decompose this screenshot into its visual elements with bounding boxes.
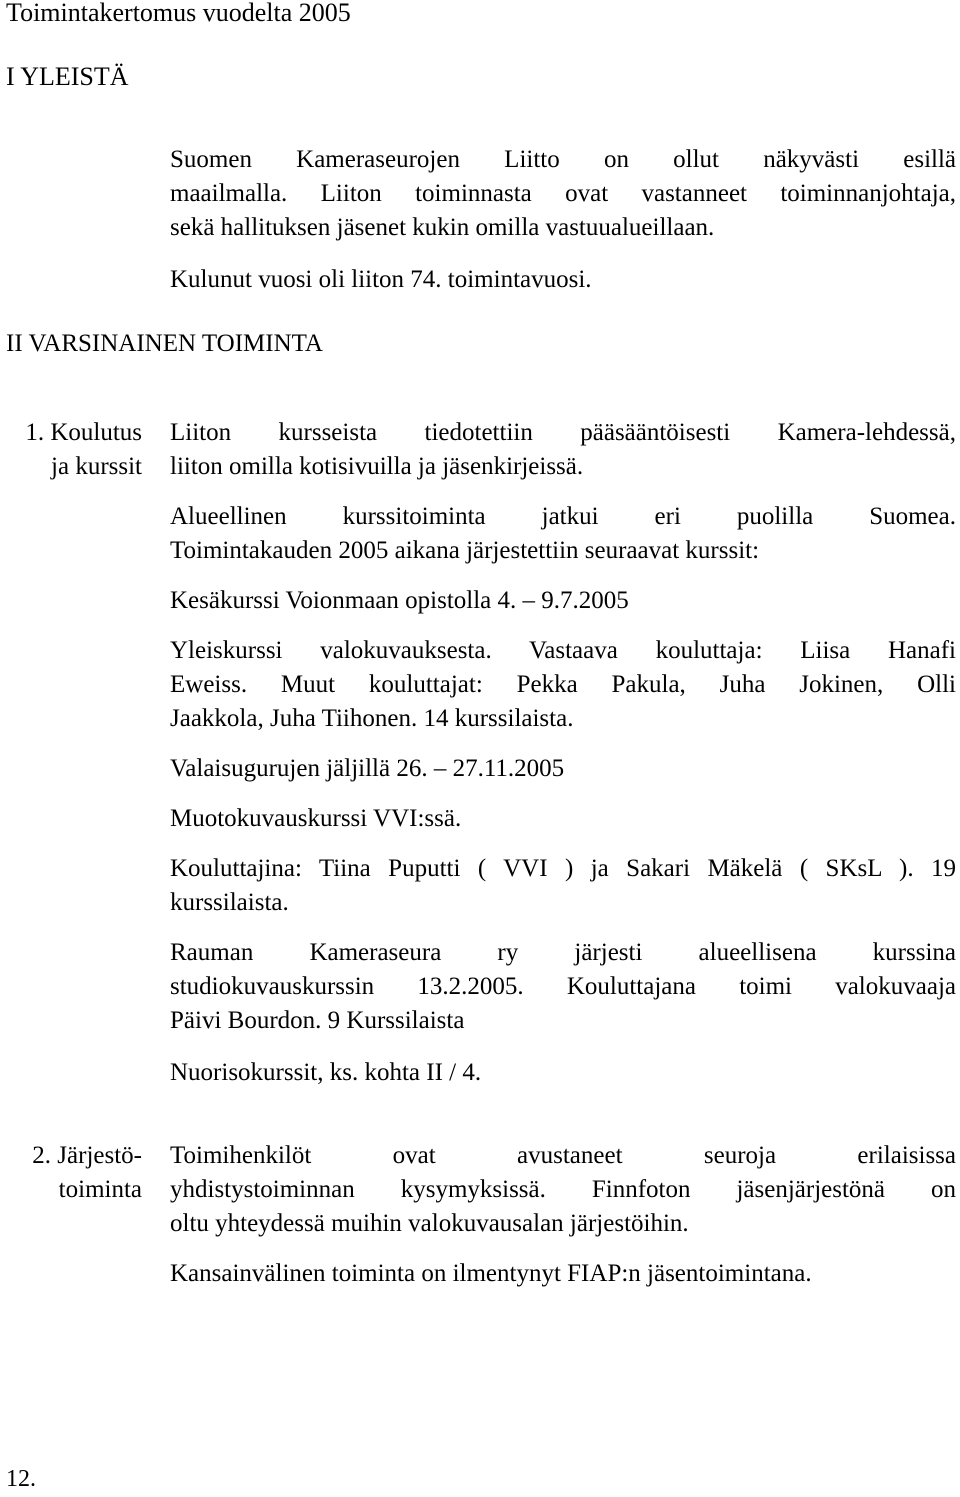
text-line: Toimihenkilöt ovat avustaneet seuroja erilaisissa <box>170 1142 956 1169</box>
international-paragraph <box>170 1257 956 1291</box>
text-line: maailmalla. Liiton toiminnasta ovat vastanneet toiminnanjohtaja, <box>170 180 956 207</box>
text-line: Suomen Kameraseurojen Liitto on ollut näkyvästi esillä <box>170 146 956 173</box>
side-label-organization <box>0 1139 142 1207</box>
side-label-training <box>0 416 142 484</box>
text-line: Kansainvälinen toiminta on ilmentynyt FIAP:n jäsentoimintana. <box>170 1260 812 1287</box>
section-heading-general: I YLEISTÄ <box>6 62 129 91</box>
operating-year-paragraph <box>170 263 956 297</box>
text-line: Kulunut vuosi oli liiton 74. toimintavuosi. <box>170 266 592 293</box>
text-line: Päivi Bourdon. 9 Kurssilaista <box>170 1007 465 1034</box>
text-line: oltu yhteydessä muihin valokuvausalan järjestöihin. <box>170 1210 689 1237</box>
rauma-course-paragraph <box>170 936 956 1038</box>
summer-course <box>170 584 956 618</box>
lighting-course <box>170 752 956 786</box>
text-line: Eweiss. Muut kouluttajat: Pekka Pakula, Juha Jokinen, Olli <box>170 671 956 698</box>
text-line: kurssilaista. <box>170 889 289 916</box>
text-line: Alueellinen kurssitoiminta jatkui eri puolilla Suomea. <box>170 503 956 530</box>
page-number: 12. <box>6 1466 36 1492</box>
side-label-line: 2. Järjestö- <box>32 1142 142 1169</box>
instructors-paragraph <box>170 852 956 920</box>
text-line: Valaisugurujen jäljillä 26. – 27.11.2005 <box>170 755 565 782</box>
portrait-course <box>170 802 956 836</box>
text-line: Liiton kursseista tiedotettiin pääsääntöisesti Kamera-lehdessä, <box>170 419 956 446</box>
organization-paragraph-1 <box>170 1139 956 1241</box>
text-line: Yleiskurssi valokuvauksesta. Vastaava kouluttaja: Liisa Hanafi <box>170 637 956 664</box>
side-label-line: 1. Koulutus <box>25 419 142 446</box>
general-paragraph <box>170 143 956 245</box>
text-line: Kesäkurssi Voionmaan opistolla 4. – 9.7.2005 <box>170 587 629 614</box>
text-line: Muotokuvauskurssi VVI:ssä. <box>170 805 462 832</box>
training-paragraph-1 <box>170 416 956 484</box>
general-course-paragraph <box>170 634 956 736</box>
youth-courses <box>170 1056 956 1090</box>
side-label-line: ja kurssit <box>51 453 142 480</box>
text-line: Nuorisokurssit, ks. kohta II / 4. <box>170 1059 482 1086</box>
text-line: liiton omilla kotisivuilla ja jäsenkirjeissä. <box>170 453 584 480</box>
text-line: Toimintakauden 2005 aikana järjestettiin seuraavat kurssit: <box>170 537 760 564</box>
document-title: Toimintakertomus vuodelta 2005 <box>6 0 351 27</box>
text-line: sekä hallituksen jäsenet kukin omilla vastuualueillaan. <box>170 214 715 241</box>
text-line: Kouluttajina: Tiina Puputti ( VVI ) ja Sakari Mäkelä ( SKsL ). 19 <box>170 855 956 882</box>
side-label-line: toiminta <box>58 1176 142 1203</box>
text-line: yhdistystoiminnan kysymyksissä. Finnfoton jäsenjärjestönä on <box>170 1176 956 1203</box>
text-line: Rauman Kameraseura ry järjesti alueellisena kurssina <box>170 939 956 966</box>
text-line: studiokuvauskurssin 13.2.2005. Kouluttajana toimi valokuvaaja <box>170 973 956 1000</box>
text-line: Jaakkola, Juha Tiihonen. 14 kurssilaista. <box>170 705 574 732</box>
section-heading-main-activities: II VARSINAINEN TOIMINTA <box>6 330 323 357</box>
training-paragraph-2 <box>170 500 956 568</box>
